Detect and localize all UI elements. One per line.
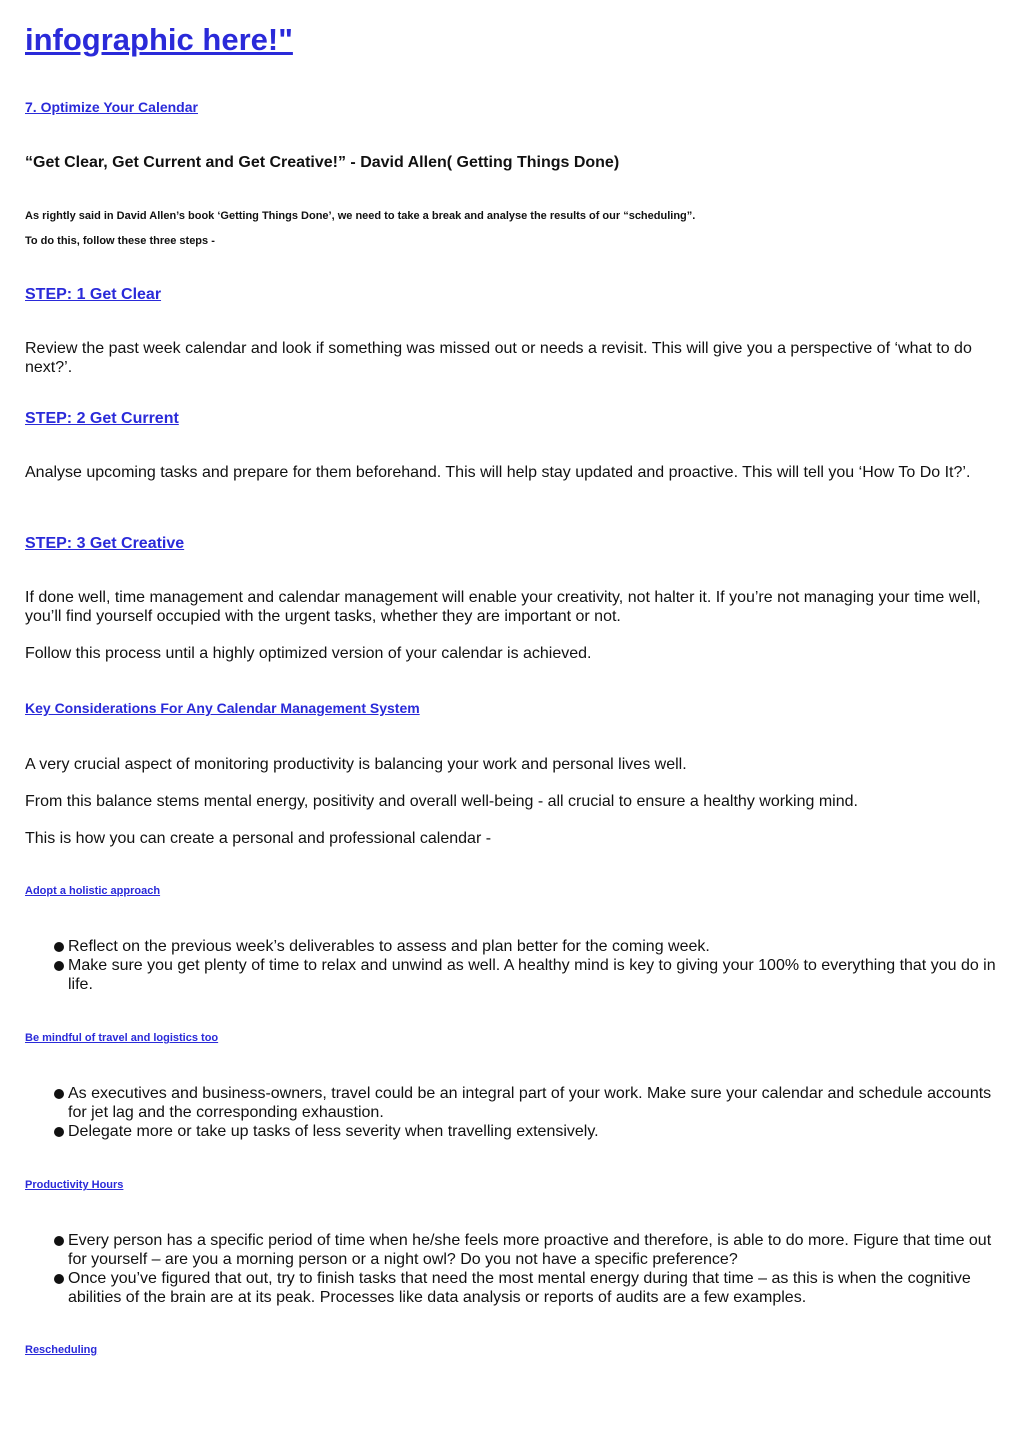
step-1-heading[interactable]	[25, 284, 1000, 306]
step-3-text: If done well, time management and calendar management will enable your creativity, not halter it. If you’re not managing your time well, you’ll find yourself occupied with the urgent tasks, whether they are important or not.	[25, 589, 981, 625]
subsection-heading-rescheduling[interactable]	[25, 1343, 1000, 1357]
bullet-icon	[54, 1127, 64, 1137]
considerations-link[interactable]: Key Considerations For Any Calendar Management System	[25, 700, 420, 716]
list-item: As executives and business-owners, travel could be an integral part of your work. Make sure your calendar and schedule accounts for jet lag and the corresponding exhaustion.	[25, 1084, 1000, 1122]
bullet-list-travel	[25, 1084, 1000, 1141]
subsection-heading-holistic[interactable]	[25, 884, 1000, 898]
bullet-icon	[54, 942, 64, 952]
bullet-icon	[54, 1274, 64, 1284]
bullet-list-productivity	[25, 1231, 1000, 1307]
section-heading-optimize-calendar[interactable]	[25, 98, 1000, 116]
considerations-heading[interactable]	[25, 699, 1000, 717]
subsection-link-travel[interactable]: Be mindful of travel and logistics too	[25, 1032, 219, 1044]
step-1-link[interactable]: STEP: 1 Get Clear	[25, 286, 162, 303]
step-3-heading[interactable]	[25, 533, 1000, 555]
steps-lead-text: To do this, follow these three steps -	[25, 235, 215, 247]
step-2-link[interactable]: STEP: 2 Get Current	[25, 410, 179, 427]
page-title-link[interactable]: infographic here!"	[25, 22, 293, 57]
subsection-link-holistic[interactable]: Adopt a holistic approach	[25, 885, 161, 897]
step-1-text: Review the past week calendar and look if something was missed out or needs a revisit. This will give you a perspective of ‘what to do next?’.	[25, 340, 972, 376]
bullet-icon	[54, 961, 64, 971]
subsection-heading-travel[interactable]	[25, 1031, 1000, 1045]
follow-text: Follow this process until a highly optimized version of your calendar is achieved.	[25, 645, 592, 662]
subsection-link-productivity[interactable]: Productivity Hours	[25, 1179, 124, 1191]
list-item: Delegate more or take up tasks of less severity when travelling extensively.	[25, 1122, 1000, 1141]
step-2-text: Analyse upcoming tasks and prepare for them beforehand. This will help stay updated and proactive. This will tell you ‘How To Do It?’.	[25, 464, 971, 481]
bullet-list-holistic	[25, 937, 1000, 994]
considerations-paragraph-2: From this balance stems mental energy, positivity and overall well-being - all crucial to ensure a healthy working mind.	[25, 793, 858, 810]
quote: “Get Clear, Get Current and Get Creative!” - David Allen( Getting Things Done)	[25, 154, 620, 171]
considerations-paragraph-3: This is how you can create a personal and professional calendar -	[25, 830, 492, 847]
list-item: Reflect on the previous week’s deliverables to assess and plan better for the coming week.	[25, 937, 1000, 956]
list-item: Once you’ve figured that out, try to finish tasks that need the most mental energy during that time – as this is when the cognitive abilities of the brain are at its peak. Processes like data analysis or reports of audits are a few examples.	[25, 1269, 1000, 1307]
section-heading-link[interactable]: 7. Optimize Your Calendar	[25, 99, 198, 115]
bullet-icon	[54, 1236, 64, 1246]
step-2-heading[interactable]	[25, 408, 1000, 430]
page-title[interactable]	[25, 20, 1000, 60]
considerations-paragraph-1: A very crucial aspect of monitoring productivity is balancing your work and personal lives well.	[25, 756, 687, 773]
list-item: Every person has a specific period of time when he/she feels more proactive and therefore, is able to do more. Figure that time out for yourself – are you a morning person or a night owl? Do you not have a specific preference?	[25, 1231, 1000, 1269]
intro-text: As rightly said in David Allen’s book ‘Getting Things Done’, we need to take a break and analyse the results of our “scheduling”.	[25, 210, 696, 222]
subsection-link-rescheduling[interactable]: Rescheduling	[25, 1344, 98, 1356]
step-3-link[interactable]: STEP: 3 Get Creative	[25, 535, 185, 552]
bullet-icon	[54, 1089, 64, 1099]
list-item: Make sure you get plenty of time to relax and unwind as well. A healthy mind is key to giving your 100% to everything that you do in life.	[25, 956, 1000, 994]
subsection-heading-productivity[interactable]	[25, 1178, 1000, 1192]
